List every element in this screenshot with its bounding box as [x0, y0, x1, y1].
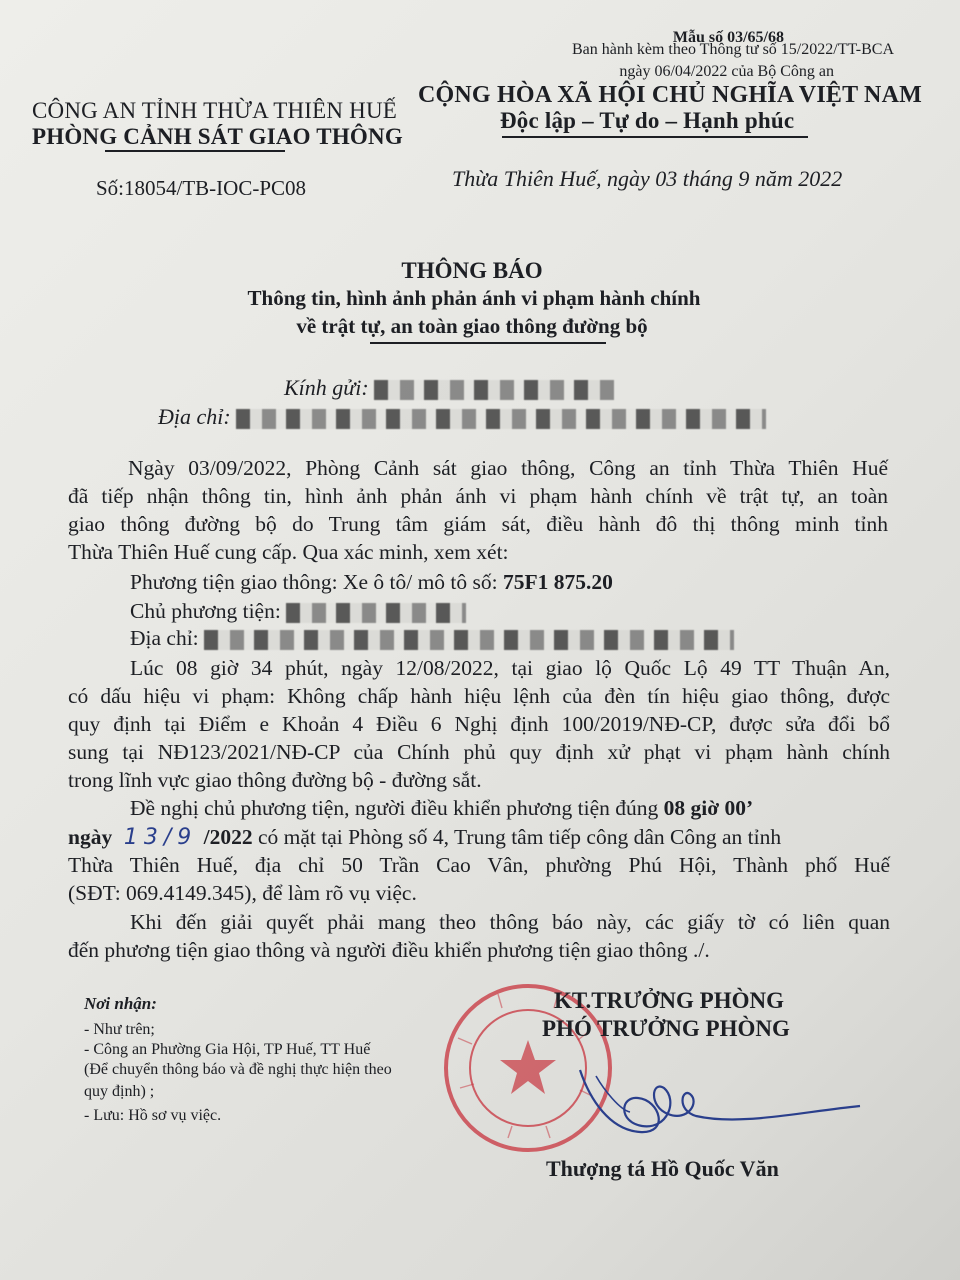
p1-line-2: đã tiếp nhận thông tin, hình ảnh phản ánh vi phạm hành chính về trật tự, an toàn — [68, 484, 888, 508]
document-subtitle-1: Thông tin, hình ảnh phản ánh vi phạm hành chính — [247, 286, 701, 310]
p3-cont: có mặt tại Phòng số 4, Trung tâm tiếp công dân Công an tỉnh — [252, 825, 782, 849]
p3-line-1 — [130, 794, 753, 822]
p2-line-1: Lúc 08 giờ 34 phút, ngày 12/08/2022, tại giao lộ Quốc Lộ 49 TT Thuận An, — [130, 656, 890, 680]
address-label: Địa chỉ: — [158, 404, 237, 429]
p1-line-4: Thừa Thiên Huế cung cấp. Qua xác minh, xem xét: — [68, 540, 509, 564]
motto-underline — [502, 136, 808, 138]
recipient-item-2: - Công an Phường Gia Hội, TP Huế, TT Huế — [84, 1041, 371, 1058]
p3-day-label: ngày — [68, 825, 113, 849]
recipient-item-3: (Để chuyển thông báo và đề nghị thực hiện theo — [84, 1061, 392, 1078]
signature-role-2: PHÓ TRƯỞNG PHÒNG — [542, 1016, 790, 1041]
greeting-label: Kính gửi: — [284, 375, 375, 400]
vehicle-plate: 75F1 875.20 — [503, 570, 613, 594]
recipient-address — [158, 404, 766, 430]
p3-time: 08 giờ 00’ — [663, 796, 754, 820]
p3-line-2 — [68, 823, 781, 852]
form-issued-with: Ban hành kèm theo Thông tư số 15/2022/TT-BCA — [572, 41, 894, 58]
document-title: THÔNG BÁO — [401, 258, 543, 283]
owner-address-line — [130, 624, 734, 652]
owner-label: Chủ phương tiện: — [130, 599, 287, 623]
p3-line-3: Thừa Thiên Huế, địa chỉ 50 Trần Cao Vân, phường Phú Hội, Thành phố Huế — [68, 853, 890, 877]
handwritten-date: 13/9 — [123, 825, 198, 850]
p2-line-5: trong lĩnh vực giao thông đường bộ - đường sắt. — [68, 768, 482, 792]
vehicle-line — [130, 568, 613, 596]
agency-underline — [105, 150, 285, 152]
redacted-owner-address — [204, 630, 734, 650]
p3-start: Đề nghị chủ phương tiện, người điều khiển phương tiện đúng — [130, 796, 664, 820]
p2-line-2: có dấu hiệu vi phạm: Không chấp hành hiệu lệnh của đèn tín hiệu giao thông, được — [68, 684, 890, 708]
country-name: CỘNG HÒA XÃ HỘI CHỦ NGHĨA VIỆT NAM — [418, 82, 922, 108]
document-number: Số:18054/TB-IOC-PC08 — [96, 176, 307, 200]
document-subtitle-2: về trật tự, an toàn giao thông đường bộ — [296, 314, 648, 338]
owner-address-label: Địa chỉ: — [130, 626, 205, 650]
p4-line-1: Khi đến giải quyết phải mang theo thông báo này, các giấy tờ có liên quan — [130, 910, 890, 934]
recipient-greeting — [284, 375, 614, 401]
agency-name: PHÒNG CẢNH SÁT GIAO THÔNG — [32, 124, 403, 149]
owner-line — [130, 597, 466, 625]
recipient-item-5: - Lưu: Hồ sơ vụ việc. — [84, 1107, 222, 1124]
recipients-heading: Nơi nhận: — [84, 994, 157, 1013]
p2-line-4: sung tại NĐ123/2021/NĐ-CP của Chính phủ quy định xử phạt vi phạm hành chính — [68, 740, 890, 764]
form-issued-date: ngày 06/04/2022 của Bộ Công an — [619, 63, 834, 80]
handwritten-signature-icon — [560, 1040, 880, 1150]
form-number: Mẫu số 03/65/68 — [672, 29, 784, 46]
signature-role-1: KT.TRƯỞNG PHÒNG — [554, 988, 784, 1013]
agency-parent: CÔNG AN TỈNH THỪA THIÊN HUẾ — [32, 98, 398, 123]
redacted-recipient-name — [374, 380, 614, 400]
recipient-item-1: - Như trên; — [84, 1021, 155, 1038]
recipient-item-4: quy định) ; — [84, 1083, 155, 1100]
p3-line-4: (SĐT: 069.4149.345), để làm rõ vụ việc. — [68, 881, 417, 905]
p3-year: /2022 — [203, 825, 253, 849]
redacted-owner-name — [286, 603, 466, 623]
national-motto: Độc lập – Tự do – Hạnh phúc — [500, 108, 795, 133]
place-date: Thừa Thiên Huế, ngày 03 tháng 9 năm 2022 — [452, 166, 843, 191]
redacted-recipient-address — [236, 409, 766, 429]
title-underline — [370, 342, 606, 344]
signer-name: Thượng tá Hồ Quốc Văn — [546, 1156, 779, 1181]
vehicle-label: Phương tiện giao thông: Xe ô tô/ mô tô số: — [130, 570, 503, 594]
p1-line-3: giao thông đường bộ do Trung tâm giám sát, điều hành đô thị thông minh tỉnh — [68, 512, 888, 536]
p1-line-1: Ngày 03/09/2022, Phòng Cảnh sát giao thông, Công an tỉnh Thừa Thiên Huế — [128, 456, 888, 480]
p2-line-3: quy định tại Điểm e Khoản 4 Điều 6 Nghị định 100/2019/NĐ-CP, được sửa đổi bổ — [68, 712, 890, 736]
p4-line-2: đến phương tiện giao thông và người điều khiển phương tiện giao thông ./. — [68, 938, 710, 962]
